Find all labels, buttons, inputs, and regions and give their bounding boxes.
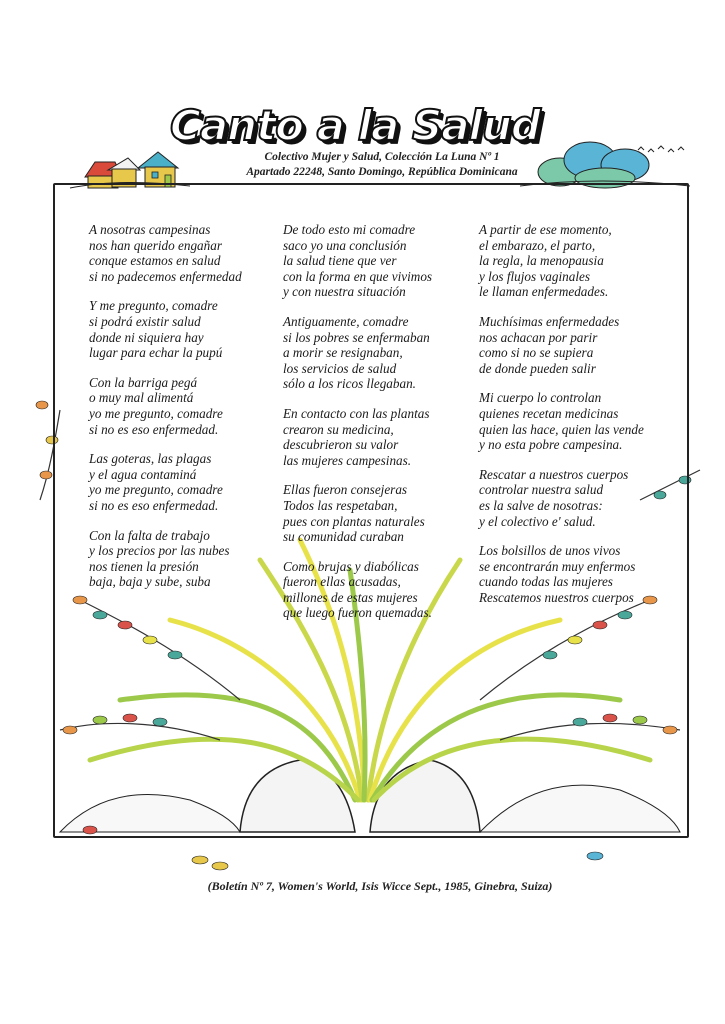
poem-line: si podrá existir salud (89, 313, 201, 329)
poem-line: fueron ellas acusadas, (283, 574, 401, 590)
poem-line: baja, baja y sube, suba (89, 574, 211, 590)
poem-line: de donde pueden salir (479, 360, 596, 376)
poem-line: si los pobres se enfermaban (283, 329, 430, 345)
stanza (479, 314, 679, 376)
stanza (283, 559, 483, 621)
poem-line: quienes recetan medicinas (479, 405, 619, 421)
poem-column-2 (283, 222, 483, 635)
stanza (283, 222, 483, 300)
poem-line: pues con plantas naturales (283, 513, 425, 529)
poem-column-3 (479, 222, 679, 619)
poem-line: si no padecemos enfermedad (89, 268, 242, 284)
poem-line: y los precios por las nubes (89, 543, 230, 559)
poem-line: que luego fueron quemadas. (283, 605, 432, 621)
poem-line: y el agua contaminá (89, 466, 197, 482)
stanza (283, 406, 483, 468)
citation: (Boletín Nº 7, Women's World, Isis Wicce Sept., 1985, Ginebra, Suiza) (207, 879, 553, 893)
poem-line: Rescatemos nuestros cuerpos (479, 589, 634, 605)
poem-line: En contacto con las plantas (283, 405, 430, 421)
subtitle-line: Colectivo Mujer y Salud, Colección La Luna Nº 1 (264, 151, 500, 163)
stanza (283, 482, 483, 544)
poem-line: Todos las respetaban, (283, 497, 398, 513)
poem-line: nos han querido engañar (89, 237, 222, 253)
poem-line: y los flujos vaginales (479, 268, 590, 284)
poem-line: y no esta pobre campesina. (479, 437, 623, 453)
poem-line: su comunidad curaban (283, 529, 404, 545)
poem-line: se encontrarán muy enfermos (479, 558, 636, 574)
poem-line: A partir de ese momento, (479, 222, 612, 237)
poem-line: como si no se supiera (479, 345, 594, 361)
poem-line: Con la barriga pegá (89, 374, 198, 390)
poem-line: yo me pregunto, comadre (89, 482, 223, 498)
stanza (479, 543, 679, 605)
poem-line: Como brujas y diabólicas (283, 558, 419, 574)
poem-line: donde ni siquiera hay (89, 329, 204, 345)
poem-line: millones de estas mujeres (283, 589, 418, 605)
poem-line: saco yo una conclusión (283, 237, 407, 253)
stanza (89, 528, 289, 590)
poem-line: cuando todas las mujeres (479, 574, 613, 590)
poem-line: las mujeres campesinas. (283, 452, 412, 468)
poem-line: Antiguamente, comadre (283, 313, 409, 329)
poem-line: Mi cuerpo lo controlan (479, 390, 602, 406)
page-title: Canto a la Salud (170, 101, 540, 150)
stanza (89, 451, 289, 513)
poem-line: la regla, la menopausia (479, 253, 604, 269)
poem-line: conque estamos en salud (89, 253, 221, 269)
poem-line: Y me pregunto, comadre (89, 298, 218, 314)
poem-line: y con nuestra situación (283, 284, 406, 300)
poem-line: y el colectivo e' salud. (479, 513, 596, 529)
stanza (89, 298, 289, 360)
subtitle-line: Apartado 22248, Santo Domingo, República Dominicana (246, 166, 518, 178)
stanza (283, 314, 483, 392)
poem-line: Rescatar a nuestros cuerpos (479, 466, 629, 482)
poem-line: le llaman enfermedades. (479, 284, 609, 300)
poem-line: sólo a los ricos llegaban. (283, 376, 416, 392)
poem-column-1 (89, 222, 289, 604)
poem-line: nos achacan por parir (479, 329, 598, 345)
poem-line: si no es eso enfermedad. (89, 497, 219, 513)
poem-line: el embarazo, el parto, (479, 237, 596, 253)
poem-line: De todo esto mi comadre (283, 222, 416, 237)
subtitle (222, 150, 542, 180)
poem-line: a morir se resignaban, (283, 345, 403, 361)
poem-line: controlar nuestra salud (479, 482, 604, 498)
poem-line: yo me pregunto, comadre (89, 405, 223, 421)
poem-line: o muy mal alimentá (89, 390, 194, 406)
poem-line: Con la falta de trabajo (89, 527, 210, 543)
poem-line: si no es eso enfermedad. (89, 421, 219, 437)
poem-line: Muchísimas enfermedades (479, 313, 620, 329)
stanza (89, 375, 289, 437)
stanza (479, 222, 679, 300)
birds-icon (638, 146, 684, 152)
stanza (89, 222, 289, 284)
poem-line: quien las hace, quien las vende (479, 421, 644, 437)
poem-line: lugar para echar la pupú (89, 345, 223, 361)
poem-line: crearon su medicina, (283, 421, 394, 437)
poem-line: la salud tiene que ver (283, 253, 397, 269)
poem-line: los servicios de salud (283, 360, 397, 376)
poem-line: es la salve de nosotras: (479, 497, 603, 513)
stanza (479, 467, 679, 529)
poem-line: Ellas fueron consejeras (283, 482, 408, 498)
poem-line: Las goteras, las plagas (89, 451, 212, 467)
poem-line: nos tienen la presión (89, 558, 199, 574)
stanza (479, 390, 679, 452)
poem-line: con la forma en que vivimos (283, 268, 433, 284)
poem-line: A nosotras campesinas (89, 222, 211, 237)
poem-line: Los bolsillos de unos vivos (479, 543, 621, 559)
poem-line: descubrieron su valor (283, 437, 399, 453)
